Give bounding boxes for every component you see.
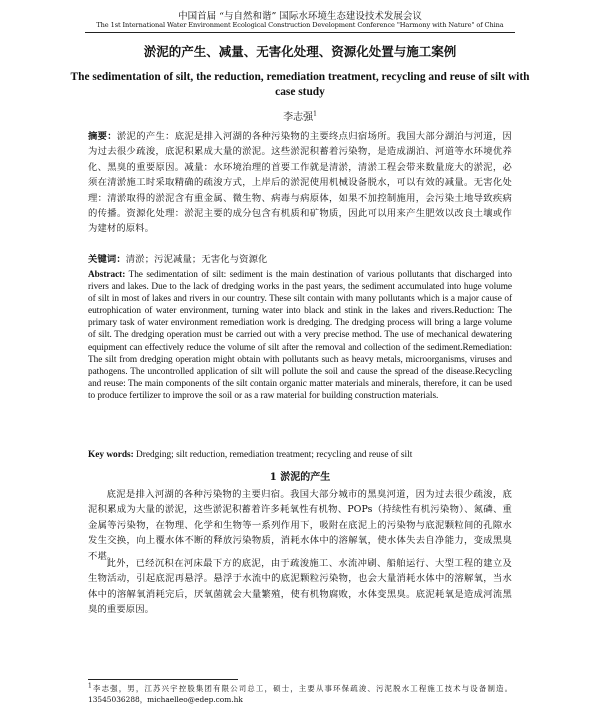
abstract-en-text: The sedimentation of silt: sediment is the main destination of various pollutants that discharged into rivers and lakes. Due to the lack of dredging works in the past years, the sediment accumulated into huge volume of silt in most of lakes and rivers in our country. These silt contain with many pollutants which is a major cause of eutrophication of water environment, turning water into black and stink in the lakes and rivers.Reduction: The primary task of water environment remediation work is dredging. The dredging process will bring a large volume of silt. The dredging operation must be carried out with a very precise method. The use of mechanical dewatering equipment can effectively reduce the volume of silt after the removal and collection of the sediment.Remediation: The silt from dredging operation might obtain with pollutants such as heavy metals, microorganisms, viruses and pathogens. The uncontrolled application of silt will pollute the soil and cause the spread of the disease.Recycling and reuse: The main components of the silt contain organic matter materials and minerals, therefore, it can be used to produce fertilizer to improve the soil or as a raw material for building construction materials. [88,270,512,401]
author [0,108,600,123]
header-rule [85,32,515,33]
keywords-cn-text: 清淤；污泥减量；无害化与资源化 [125,254,268,265]
abstract-en-label: Abstract: [88,270,126,280]
keywords-en-text: Dredging; silt reduction, remediation treatment; recycling and reuse of silt [136,450,413,460]
author-footnote-mark: 1 [313,110,317,118]
conference-header-en: The 1st International Water Environment Ecological Construction Development Conference "Harmony with Nature" of China [96,21,504,29]
title-cn: 淤泥的产生、减量、无害化处理、资源化处置与施工案例 [143,44,457,59]
keywords-en [88,449,512,461]
abstract-en [88,269,512,402]
conference-header-cn: 中国首届 “与自然和谐” 国际水环境生态建设技术发展会议 [178,11,422,22]
section-paragraph-2: 此外，已经沉积在河床最下方的底泥，由于疏浚施工、水流冲刷、船舶运行、大型工程的建立及生物活动，引起底泥再悬浮。悬浮于水流中的底泥颗粒污染物，也会大量消耗水体中的溶解氧，当水体中的溶解氧消耗完后，厌氧菌就会大量繁殖，使有机物腐败，水体变黑臭。底泥耗氧是造成河流黑臭的重要原因。 [88,558,512,616]
section-heading: 1 淤泥的产生 [269,472,331,483]
section-paragraph-1: 底泥是排入河湖的各种污染物的主要归宿。我国大部分城市的黑臭河道，因为过去很少疏浚，底泥积累成为大量的淤泥，这些淤泥积蓄着许多耗氧性有机物、POPs（持续性有机污染物）、氮磷、重金属等污染物，在物理、化学和生物等一系列作用下，吸附在底泥上的污染物与底泥颗粒间的孔隙水发生交换，向上覆水体不断的释放污染物质，消耗水体中的溶解氧，使水体失去自净能力，变成黑臭不堪。 [88,489,512,562]
keywords-cn-label: 关键词： [88,254,126,265]
author-name: 李志强 [283,112,314,123]
title-en: The sedimentation of silt, the reduction, remediation treatment, recycling and reuse of silt with case study [70,71,530,98]
footnote-rule [88,679,238,680]
keywords-cn [88,252,512,267]
abstract-cn-label: 摘要： [88,131,117,142]
footnote-mark: 1 [88,682,92,690]
footnote-text: 李志强，男，江苏兴宇控股集团有限公司总工，硕士，主要从事环保疏浚、污泥脱水工程施工技术与设备制造。13545036288，michaelleo@edep.com.hk [88,684,512,704]
keywords-en-label: Key words: [88,450,134,460]
abstract-cn-text: 淤泥的产生：底泥是排入河湖的各种污染物的主要终点归宿场所。我国大部分湖泊与河道，因为过去很少疏浚，底泥积累成大量的淤泥。这些淤泥积蓄着污染物，是造成湖泊、河道等水环境优养化、黑臭的重要原因。减量：水环境治理的首要工作就是清淤，清淤工程会带来数量庞大的淤泥，必须在清淤施工时采取精确的疏浚方式，上岸后的淤泥使用机械设备脱水，可以有效的减量。无害化处理：清淤取得的淤泥含有重金属、微生物、病毒与病原体，如果不加控制施用，会污染土地导致疾病的传播。资源化处理：淤泥主要的成分包含有机质和矿物质，因此可以用来产生肥效以改良土壤或作为建材的原料。 [88,131,512,235]
abstract-cn [88,129,512,237]
footnote [88,683,512,705]
